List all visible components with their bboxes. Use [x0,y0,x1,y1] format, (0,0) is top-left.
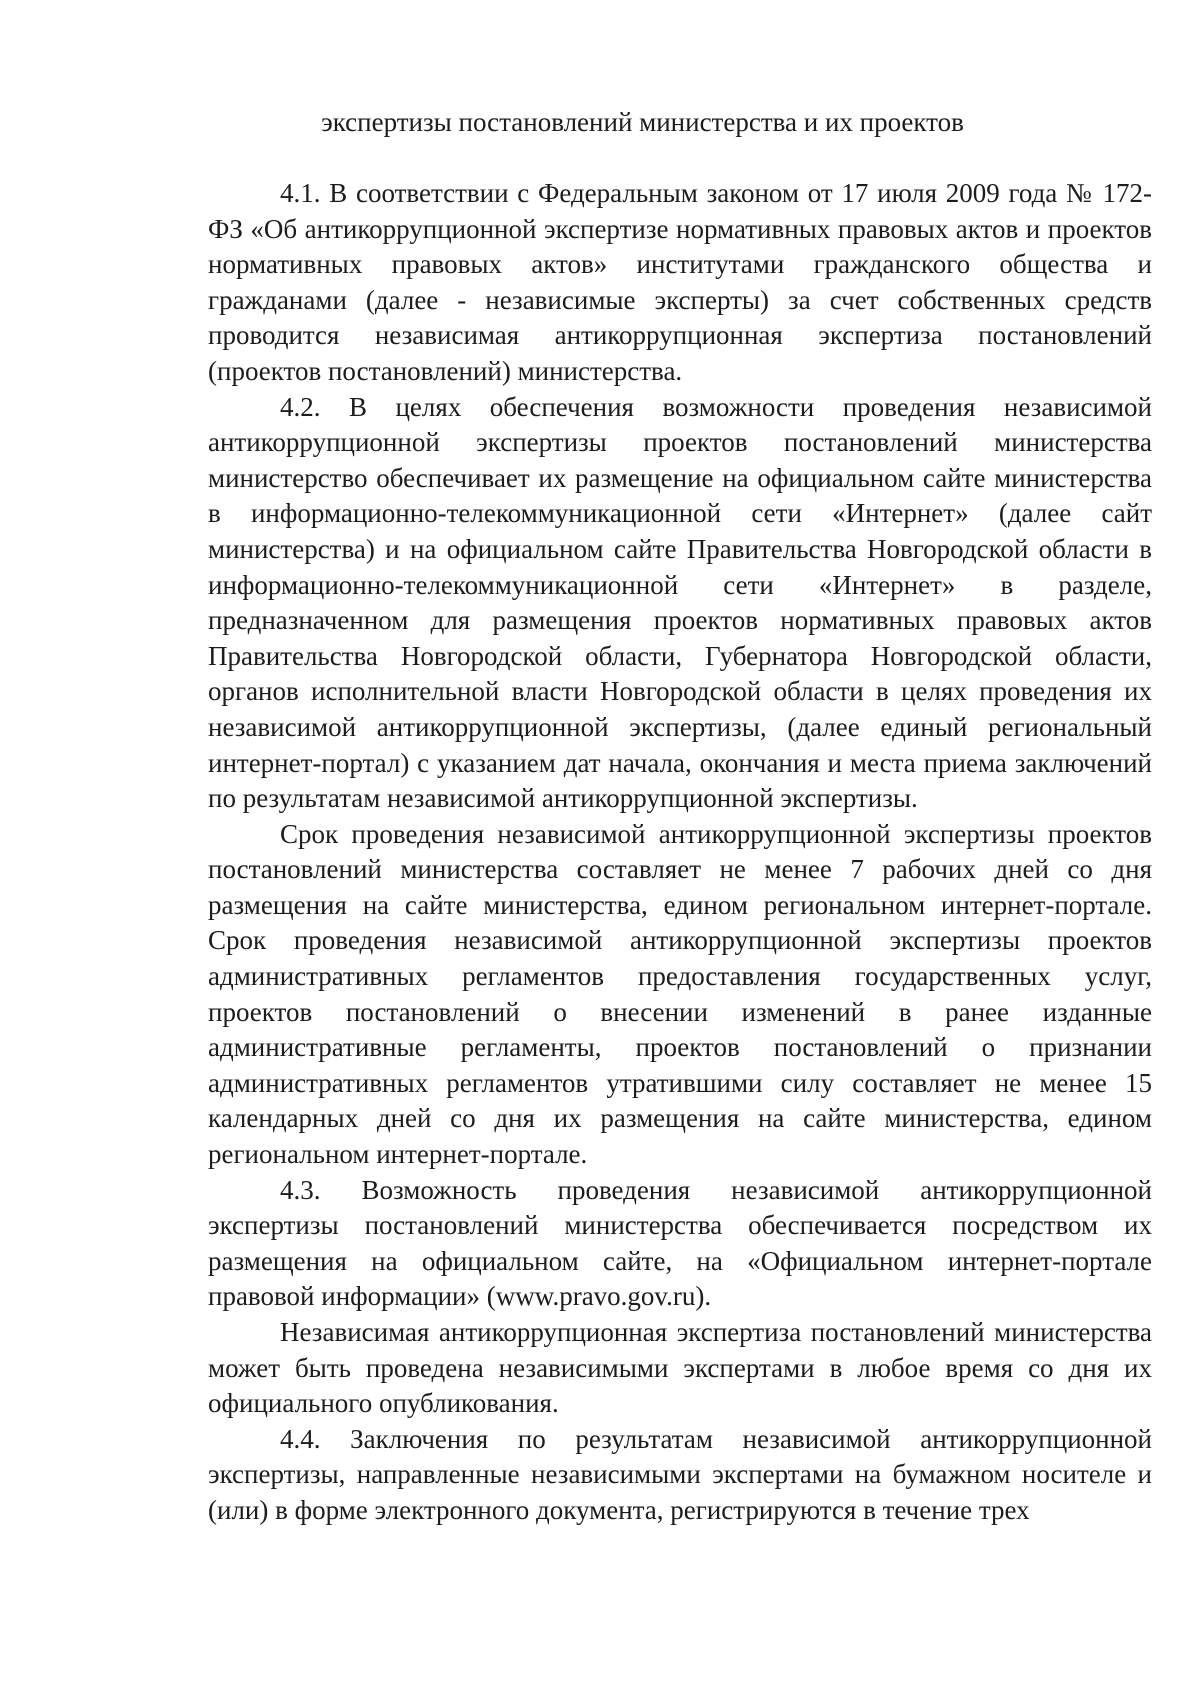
paragraph-4-2: 4.2. В целях обеспечения возможности проведения независимой антикоррупционной экспертизы проектов постановлений министерства министерство обеспечивает их размещение на официальном сайте министерства в информационно-телекоммуникационной сети «Интернет» (далее сайт министерства) и на официальном сайте Правительства Новгородской области в информационно-телекоммуникационной сети «Интернет» в разделе, предназначенном для размещения проектов нормативных правовых актов Правительства Новгородской области, Губернатора Новгородской области, органов исполнительной власти Новгородской области в целях проведения их независимой антикоррупционной экспертизы, (далее единый региональный интернет-портал) с указанием дат начала, окончания и места приема заключений по результатам независимой антикоррупционной экспертизы. [208,391,1152,814]
document-body [208,176,1152,1529]
section-heading: экспертизы постановлений министерства и их проектов [321,107,964,137]
paragraph-review-period: Срок проведения независимой антикоррупционной экспертизы проектов постановлений министерства составляет не менее 7 рабочих дней со дня размещения на сайте министерства, едином региональном интернет-портале. Срок проведения независимой антикоррупционной экспертизы проектов административных регламентов предоставления государственных услуг, проектов постановлений о внесении изменений в ранее изданные административные регламенты, проектов постановлений о признании административных регламентов утратившими силу составляет не менее 15 календарных дней со дня их размещения на сайте министерства, едином региональном интернет-портале. [208,818,1152,1170]
paragraph-independent-review: Независимая антикоррупционная экспертиза постановлений министерства может быть проведена независимыми экспертами в любое время со дня их официального опубликования. [208,1317,1152,1419]
paragraph-4-4: 4.4. Заключения по результатам независимой антикоррупционной экспертизы, направленные независимыми экспертами на бумажном носителе и (или) в форме электронного документа, регистрируются в течение трех [208,1423,1152,1525]
paragraph-4-3: 4.3. Возможность проведения независимой антикоррупционной экспертизы постановлений министерства обеспечивается посредством их размещения на официальном сайте, на «Официальном интернет-портале правовой информации» (www.pravo.gov.ru). [208,1174,1152,1312]
paragraph-4-1: 4.1. В соответствии с Федеральным законом от 17 июля 2009 года № 172-ФЗ «Об антикоррупционной экспертизе нормативных правовых актов и проектов нормативных правовых актов» институтами гражданского общества и гражданами (далее - независимые эксперты) за счет собственных средств проводится независимая антикоррупционная экспертиза постановлений (проектов постановлений) министерства. [208,178,1152,386]
